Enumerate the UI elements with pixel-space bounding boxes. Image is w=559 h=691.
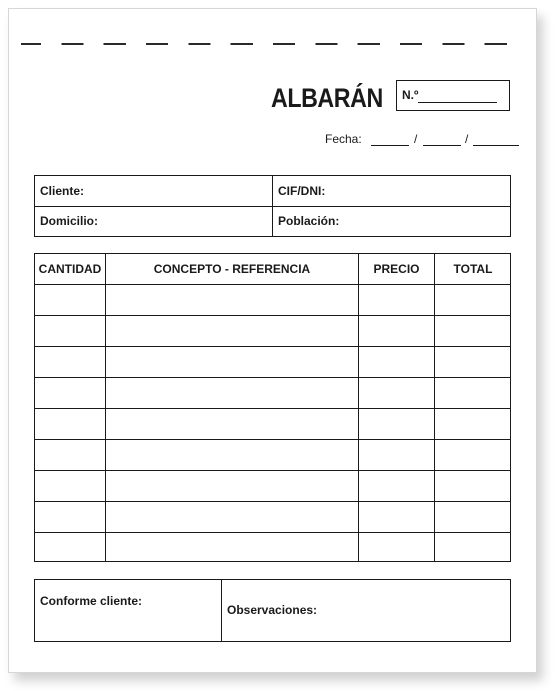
table-cell-cantidad[interactable] [35,347,105,377]
divider [272,176,273,236]
table-cell-precio[interactable] [359,316,434,346]
table-cell-precio[interactable] [359,285,434,315]
table-cell-concepto[interactable] [106,409,358,439]
column-header-cantidad: CANTIDAD [38,262,102,276]
table-cell-concepto[interactable] [106,533,358,563]
table-cell-total[interactable] [435,533,511,563]
table-cell-total[interactable] [435,347,511,377]
domicilio-label: Domicilio: [40,214,99,228]
table-cell-concepto[interactable] [106,440,358,470]
table-cell-precio[interactable] [359,409,434,439]
table-cell-total[interactable] [435,378,511,408]
table-cell-cantidad[interactable] [35,378,105,408]
cif-dni-label: CIF/DNI: [278,184,326,198]
table-cell-cantidad[interactable] [35,316,105,346]
table-cell-cantidad[interactable] [35,471,105,501]
table-cell-cantidad[interactable] [35,440,105,470]
table-cell-precio[interactable] [359,347,434,377]
date-row [325,132,515,150]
cliente-label: Cliente: [40,184,85,198]
date-separator: / [465,132,469,146]
table-cell-total[interactable] [435,471,511,501]
client-info-box [34,175,511,237]
column-header-concepto: CONCEPTO - REFERENCIA [153,262,311,276]
date-day-field[interactable] [371,145,409,146]
observaciones-label: Observaciones: [227,603,318,617]
table-cell-precio[interactable] [359,502,434,532]
table-cell-cantidad[interactable] [35,533,105,563]
table-cell-concepto[interactable] [106,502,358,532]
table-cell-concepto[interactable] [106,316,358,346]
footer-box [34,579,511,642]
poblacion-label: Población: [278,214,340,228]
table-cell-precio[interactable] [359,440,434,470]
items-table [34,253,511,562]
tear-off-dashed-line [21,43,518,45]
table-cell-total[interactable] [435,440,511,470]
table-cell-cantidad[interactable] [35,409,105,439]
table-cell-concepto[interactable] [106,285,358,315]
number-field[interactable] [418,102,497,103]
table-cell-total[interactable] [435,316,511,346]
table-cell-concepto[interactable] [106,378,358,408]
date-label: Fecha: [325,132,362,146]
divider [221,580,222,641]
document-title: ALBARÁN [271,83,383,113]
table-cell-cantidad[interactable] [35,285,105,315]
date-year-field[interactable] [473,145,519,146]
date-separator: / [414,132,418,146]
number-box [396,80,510,111]
table-cell-total[interactable] [435,285,511,315]
table-cell-precio[interactable] [359,378,434,408]
table-cell-precio[interactable] [359,471,434,501]
delivery-note-sheet [8,8,537,673]
number-label: N.º [402,88,419,102]
table-cell-concepto[interactable] [106,347,358,377]
column-header-total: TOTAL [453,262,493,276]
table-cell-total[interactable] [435,409,511,439]
conforme-cliente-label: Conforme cliente: [40,594,143,608]
table-cell-total[interactable] [435,502,511,532]
table-cell-cantidad[interactable] [35,502,105,532]
column-header-precio: PRECIO [373,262,420,276]
date-month-field[interactable] [423,145,461,146]
table-cell-precio[interactable] [359,533,434,563]
table-cell-concepto[interactable] [106,471,358,501]
